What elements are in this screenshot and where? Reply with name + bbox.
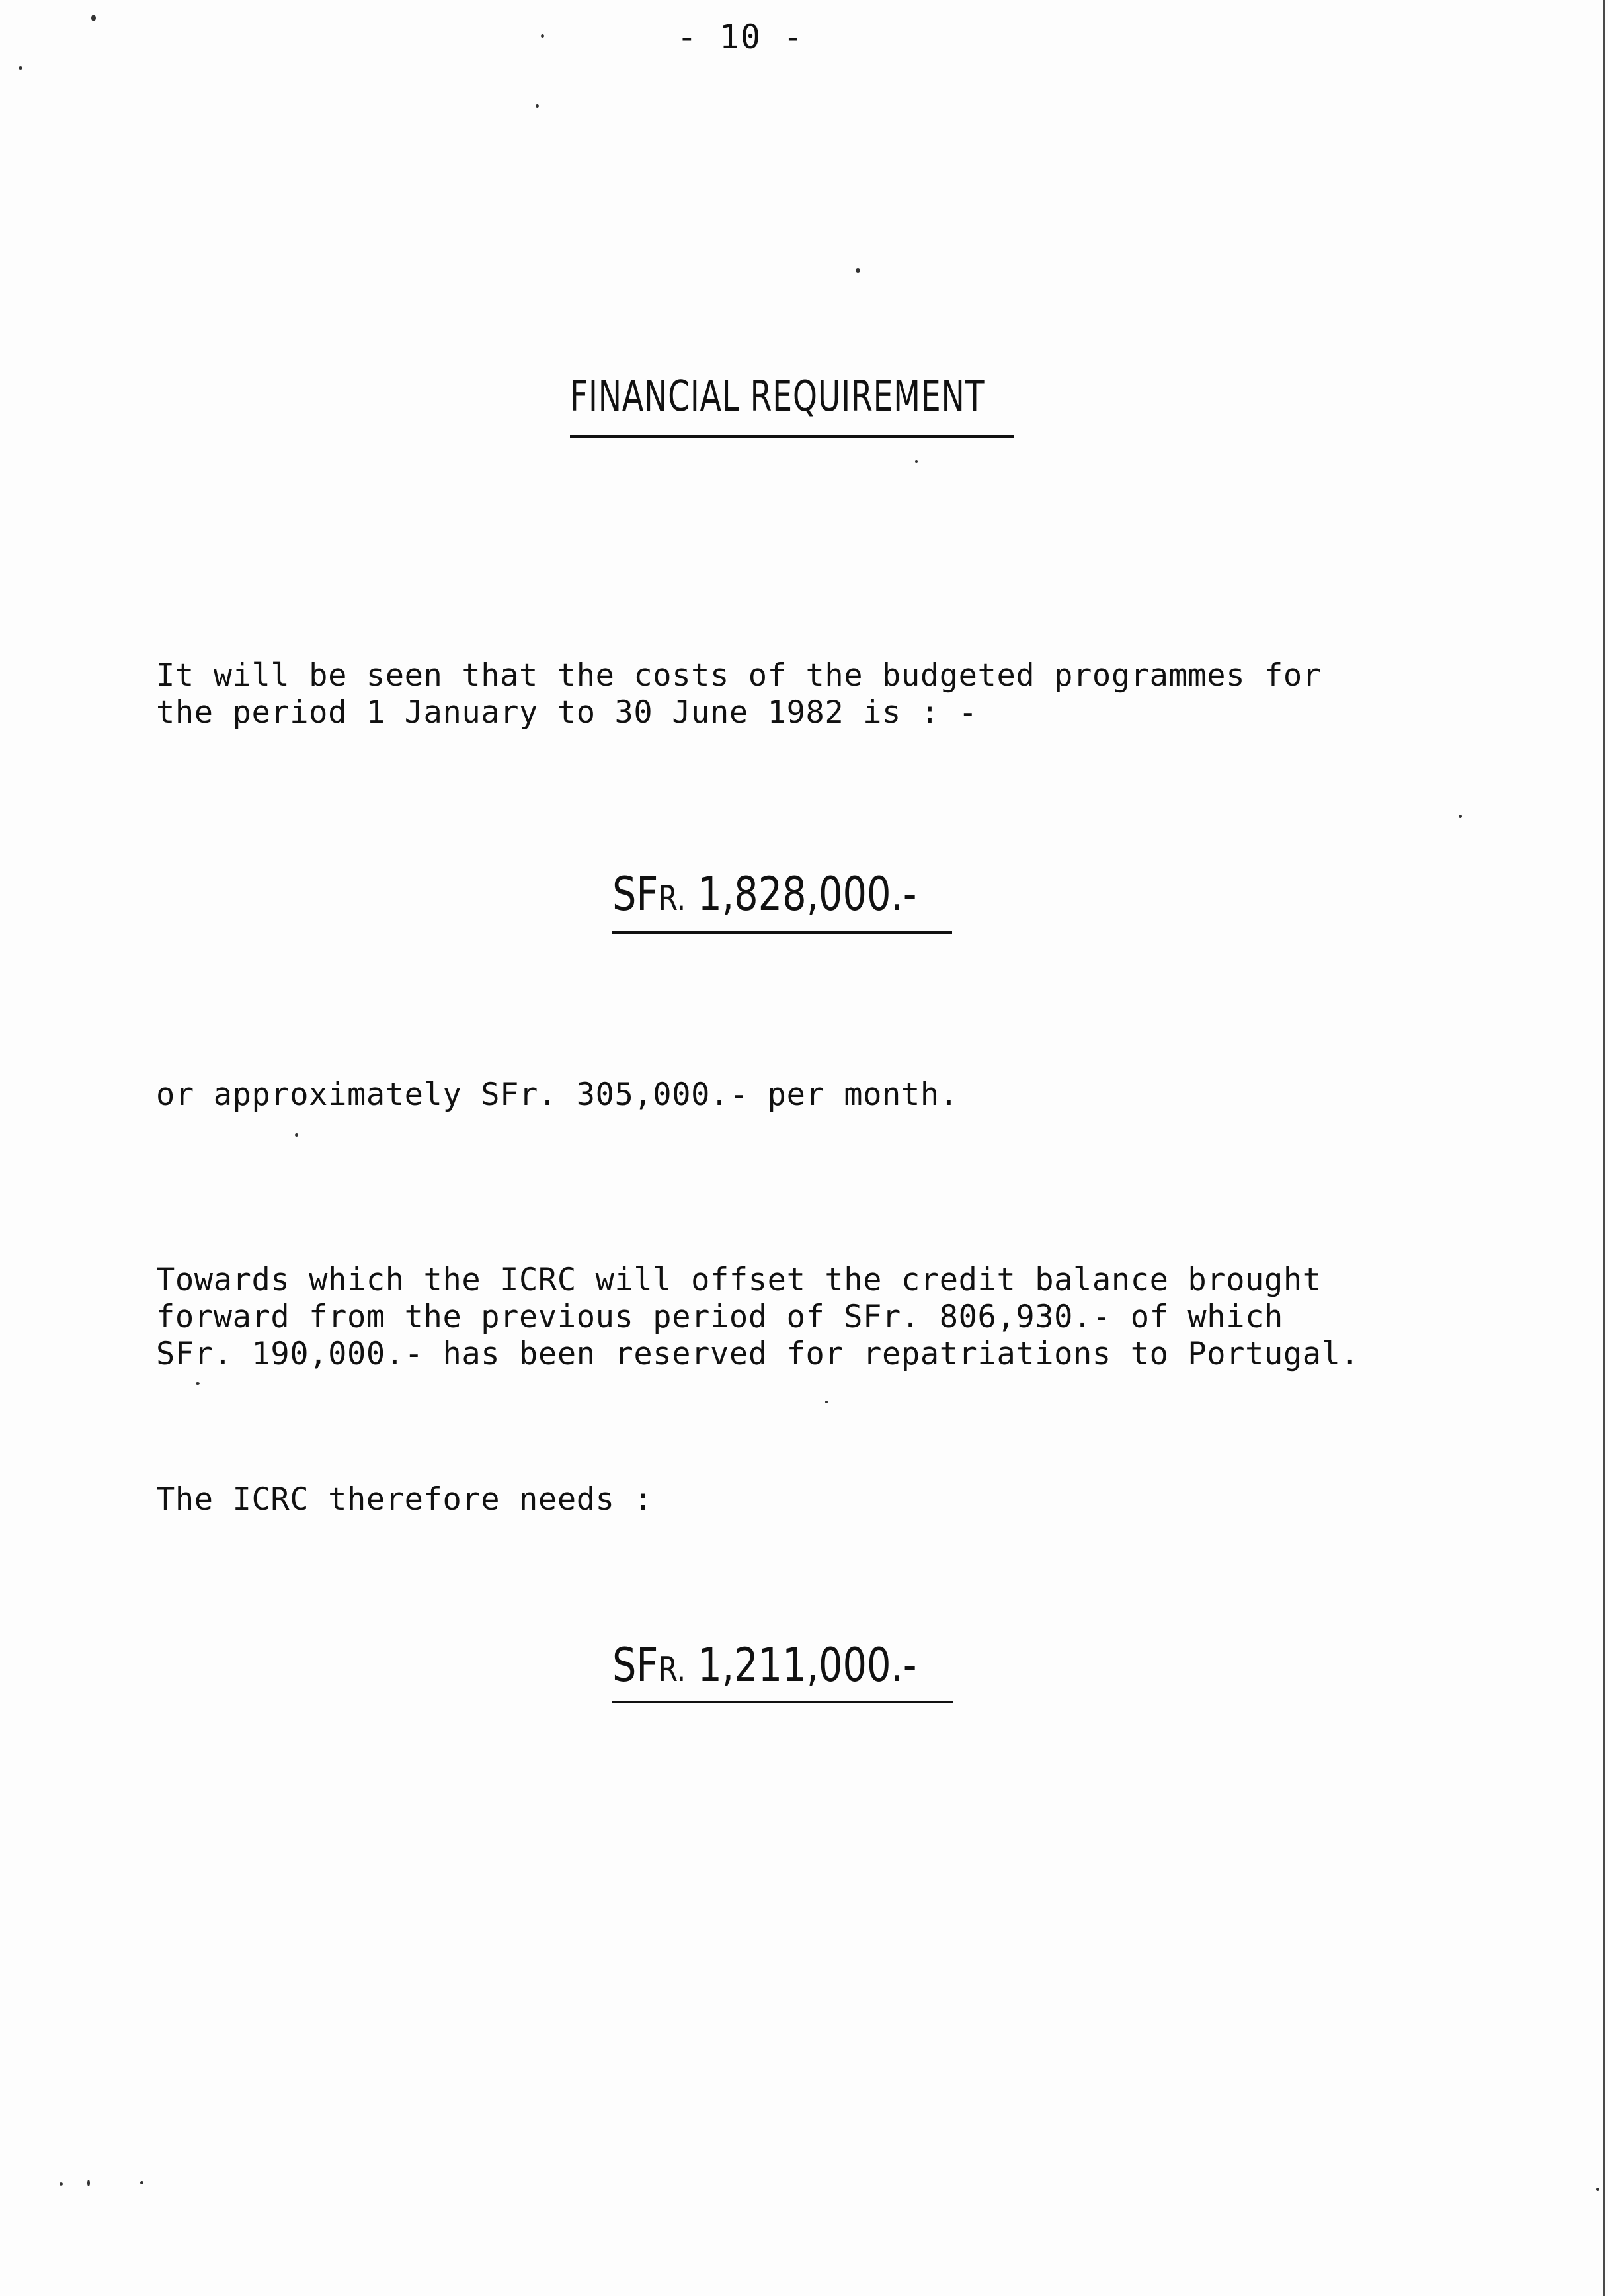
- scan-speck: [541, 34, 544, 38]
- title-underline: [570, 435, 1014, 438]
- total-value: 1,828,000.-: [698, 867, 917, 921]
- scan-speck: [196, 1382, 200, 1385]
- needed-amount: [612, 1637, 916, 1698]
- needed-value: 1,211,000.-: [698, 1638, 917, 1692]
- scan-speck: [60, 2182, 63, 2186]
- total-amount-underline: [612, 931, 952, 934]
- scan-speck: [825, 1401, 828, 1403]
- offset-paragraph-line-2: forward from the previous period of SFr. 806,930.- of which: [156, 1299, 1283, 1335]
- needed-amount-underline: [612, 1701, 953, 1703]
- scan-speck: [915, 460, 918, 463]
- scan-speck: [87, 2180, 90, 2186]
- page-number: - 10 -: [676, 18, 805, 56]
- total-cost-amount: [612, 866, 916, 926]
- scan-speck: [295, 1133, 298, 1137]
- offset-paragraph-line-1: Towards which the ICRC will offset the credit balance brought: [156, 1262, 1322, 1298]
- total-currency-initial: SF: [612, 867, 659, 921]
- scan-speck: [536, 104, 539, 108]
- needs-paragraph: The ICRC therefore needs :: [156, 1481, 653, 1518]
- scan-speck: [1459, 815, 1462, 818]
- needed-currency-initial: SF: [612, 1638, 659, 1692]
- scan-speck: [19, 66, 22, 70]
- scan-speck: [91, 15, 96, 21]
- intro-paragraph-line-2: the period 1 January to 30 June 1982 is : -: [156, 694, 978, 731]
- scan-speck: [1596, 2188, 1599, 2191]
- scan-speck: [140, 2181, 143, 2184]
- needed-currency-rest: R.: [658, 1650, 686, 1690]
- total-currency-rest: R.: [658, 879, 686, 919]
- monthly-paragraph: or approximately SFr. 305,000.- per month.: [156, 1077, 959, 1113]
- page-edge-line: [1603, 0, 1605, 2296]
- offset-paragraph-line-3: SFr. 190,000.- has been reserved for repatriations to Portugal.: [156, 1336, 1360, 1372]
- intro-paragraph-line-1: It will be seen that the costs of the budgeted programmes for: [156, 657, 1322, 694]
- page-title: FINANCIAL REQUIREMENT: [570, 372, 985, 421]
- scan-speck: [856, 268, 860, 273]
